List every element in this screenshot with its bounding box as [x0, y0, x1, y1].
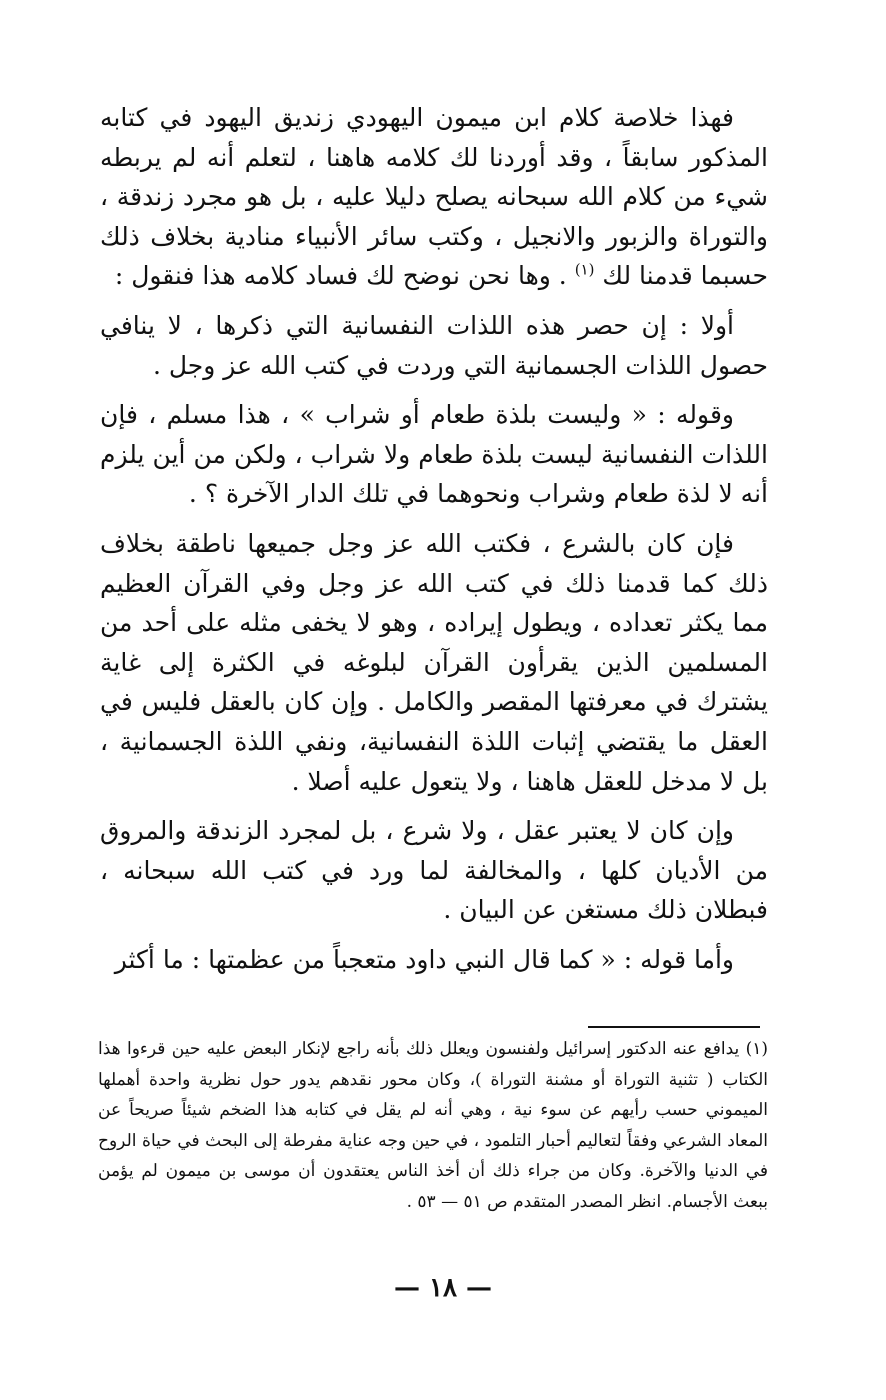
paragraph-2: أولا : إن حصر هذه اللذات النفسانية التي ذكرها ، لا ينافي حصول اللذات الجسمانية التي وردت في كتب الله عز وجل .: [100, 310, 768, 380]
footnotes: [98, 1034, 768, 1217]
footnote-divider: [588, 1026, 760, 1028]
paragraph-1: [100, 98, 768, 296]
paragraph-1-text: فهذا خلاصة كلام ابن ميمون اليهودي زنديق اليهود في كتابه المذكور سابقاً ، وقد أوردنا لك كلامه هاهنا ، لتعلم أنه لم يربطه شيء من كلام الله سبحانه يصلح دليلا عليه ، بل هو مجرد زندقة ، والتوراة والزبور والانجيل ، وكتب سائر الأنبياء منادية بخلاف ذلك حسبما قدمنا لك: [100, 103, 768, 291]
paragraph-6: وأما قوله : « كما قال النبي داود متعجباً من عظمتها : ما أكثر: [114, 944, 734, 974]
paragraph-4: فإن كان بالشرع ، فكتب الله عز وجل جميعها ناطقة بخلاف ذلك كما قدمنا ذلك في كتب الله عز وجل وفي القرآن العظيم مما يكثر تعداده ، ويطول إيراده ، وهو لا يخفى مثله على أحد من المسلمين الذين يقرأون القرآن لبلوغه في الكثرة إلى غاية يشترك في معرفتها المقصر والكامل . وإن كان بالعقل فليس في العقل ما يقتضي إثبات اللذة النفسانية، ونفي اللذة الجسمانية ، بل لا مدخل للعقل هاهنا ، ولا يتعول عليه أصلا .: [100, 528, 768, 796]
footnote-1: (١) يدافع عنه الدكتور إسرائيل ولفنسون ويعلل ذلك بأنه راجع لإنكار البعض عليه حين قرءوا هذا الكتاب ( تثنية التوراة أو مشنة التوراة )، وكان محور نقدهم يدور حول نظرية واحدة أهملها الميموني حسب رأيهم عن سوء نية ، وهي أنه لم يقل في كتابه هذا الضخم شيئاً صريحاً عن المعاد الشرعي وفقاً لتعاليم أحبار التلمود ، في حين وجه عناية مفرطة إلى البحث في حياة الروح في الدنيا والآخرة. وكان من جراء ذلك أن أخذ الناس يعتقدون أن موسى بن ميمون لم يؤمن ببعث الأجسام. انظر المصدر المتقدم ص ٥١ — ٥٣ .: [98, 1039, 768, 1212]
main-text: [100, 98, 768, 989]
paragraph-1-text-end: . وها نحن نوضح لك فساد كلامه هذا فنقول :: [114, 261, 567, 291]
paragraph-3: وقوله : « وليست بلذة طعام أو شراب » ، هذا مسلم ، فإن اللذات النفسانية ليست بلذة طعام ولا شراب ، ولكن من أين يلزم أنه لا لذة طعام وشراب ونحوهما في تلك الدار الآخرة ؟ .: [100, 400, 768, 509]
footnote-reference: (١): [574, 261, 595, 280]
paragraph-5: وإن كان لا يعتبر عقل ، ولا شرع ، بل لمجرد الزندقة والمروق من الأديان كلها ، والمخالفة لما ورد في كتب الله سبحانه ، فبطلان ذلك مستغن عن البيان .: [100, 816, 768, 925]
page-number: — ١٨ —: [393, 1273, 493, 1303]
